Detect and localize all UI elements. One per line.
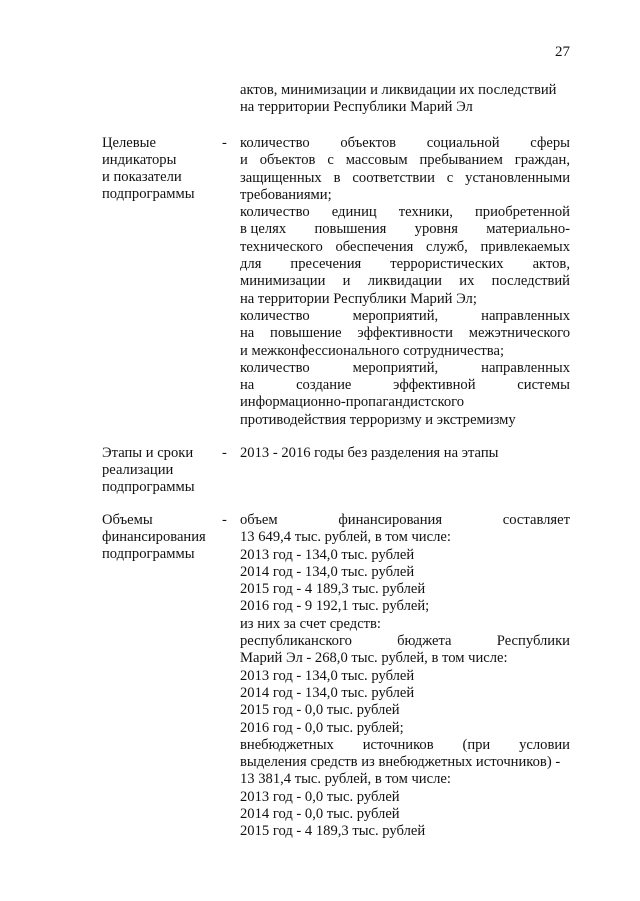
word: на <box>240 377 255 394</box>
text-line: противодействия терроризму и экстремизму <box>240 411 516 428</box>
text-line: 2014 год - 134,0 тыс. рублей <box>240 563 415 580</box>
word: технического <box>240 238 323 255</box>
word: финансирования <box>338 512 443 528</box>
justified-text-line <box>240 135 570 152</box>
justified-text-line <box>240 377 570 394</box>
word: материально- <box>486 221 570 238</box>
justified-text-line <box>240 325 570 342</box>
word: пребыванием <box>419 152 503 169</box>
word: (при <box>462 736 491 753</box>
word: пресечения <box>290 256 362 273</box>
word: количество <box>240 204 310 221</box>
text-line: Марий Эл - 268,0 тыс. рублей, в том числе: <box>240 650 508 667</box>
word: эффективности <box>357 325 453 342</box>
word: создание <box>296 377 352 394</box>
justified-text-line <box>240 512 570 529</box>
text-line: из них за счет средств: <box>240 615 381 632</box>
word: с <box>327 152 334 169</box>
word: минимизации <box>240 273 326 290</box>
text-line: 13 649,4 тыс. рублей, в том числе: <box>240 529 451 546</box>
text-line: и межконфессионального сотрудничества; <box>240 342 505 359</box>
word: повышение <box>270 325 342 342</box>
word: ликвидации <box>367 273 442 290</box>
label-line: индикаторы <box>102 152 177 168</box>
word: обеспечения <box>335 238 414 255</box>
label-line: финансирования <box>102 529 206 545</box>
word: бюджета <box>397 633 452 650</box>
label-line: Целевые <box>102 135 156 151</box>
word: повышения <box>314 221 387 238</box>
text-line: информационно-пропагандистского <box>240 394 465 411</box>
word: привлекаемых <box>480 238 570 255</box>
section-dash: - <box>222 445 227 461</box>
label-line: и показатели <box>102 169 182 185</box>
word: с <box>446 169 454 186</box>
word: уровня <box>414 221 458 238</box>
section-label <box>102 135 227 203</box>
text-line: 2015 год - 4 189,3 тыс. рублей <box>240 581 426 598</box>
justified-text-line <box>240 737 570 754</box>
label-line: подпрограммы <box>102 479 195 495</box>
word: граждан, <box>514 152 570 169</box>
text-line: 2015 год - 0,0 тыс. рублей <box>240 702 400 719</box>
word: объектов <box>259 152 316 169</box>
text-line: 2016 год - 0,0 тыс. рублей; <box>240 719 404 736</box>
section-content <box>240 512 570 841</box>
justified-text-line <box>240 221 570 238</box>
word: техники, <box>398 204 453 221</box>
label-line: подпрограммы <box>102 186 195 202</box>
section-content <box>240 445 570 462</box>
word: объектов <box>340 135 397 151</box>
word: мероприятий, <box>352 307 439 324</box>
text-line: 2013 - 2016 годы без разделения на этапы <box>240 445 499 461</box>
text-line: 2016 год - 9 192,1 тыс. рублей; <box>240 598 430 615</box>
text-line: выделения средств из внебюджетных источников) - <box>240 754 561 771</box>
justified-text-line <box>240 633 570 650</box>
word: направленных <box>481 307 570 324</box>
justified-text-line <box>240 152 570 169</box>
word: в <box>333 169 341 186</box>
word: мероприятий, <box>352 359 439 376</box>
label-line: подпрограммы <box>102 546 195 562</box>
word: межэтнического <box>468 325 570 342</box>
word: количество <box>240 135 310 151</box>
word: последствий <box>491 273 570 290</box>
label-line: Этапы и сроки <box>102 445 194 461</box>
label-line: реализации <box>102 462 174 478</box>
word: системы <box>517 377 570 394</box>
word: количество <box>240 359 310 376</box>
section-content <box>240 135 570 429</box>
text-line: 13 381,4 тыс. рублей, в том числе: <box>240 771 451 788</box>
word: служб, <box>425 238 468 255</box>
word: массовым <box>345 152 408 169</box>
text-line: 2013 год - 0,0 тыс. рублей <box>240 788 400 805</box>
text-line: требованиями; <box>240 186 332 203</box>
justified-text-line <box>240 360 570 377</box>
page-number: 27 <box>555 44 570 60</box>
justified-text-line <box>240 239 570 256</box>
text-line: 2014 год - 0,0 тыс. рублей <box>240 806 400 823</box>
word: соответствии <box>352 169 435 186</box>
word: защищенных <box>240 169 322 186</box>
word: сферы <box>530 135 570 151</box>
justified-text-line <box>240 204 570 221</box>
word: единиц <box>331 204 377 221</box>
text-line: 2013 год - 134,0 тыс. рублей <box>240 546 415 563</box>
word: для <box>240 256 262 273</box>
word: установленными <box>465 169 570 186</box>
text-line: актов, минимизации и ликвидации их последствий <box>240 82 557 98</box>
word: на <box>240 325 255 342</box>
word: и <box>240 152 248 169</box>
label-line: Объемы <box>102 512 153 528</box>
text-line: на территории Республики Марий Эл; <box>240 290 477 307</box>
word: и <box>342 273 351 290</box>
continuation-text <box>240 82 570 117</box>
word: направленных <box>481 359 570 376</box>
word: составляет <box>502 512 570 528</box>
section-dash: - <box>222 135 227 151</box>
text-line: 2013 год - 134,0 тыс. рублей <box>240 667 415 684</box>
word: эффективной <box>393 377 476 394</box>
section-label <box>102 512 227 563</box>
word: условии <box>519 736 570 753</box>
section-label <box>102 445 227 496</box>
text-line: 2015 год - 4 189,3 тыс. рублей <box>240 823 426 840</box>
word: объем <box>240 512 278 528</box>
text-line: на территории Республики Марий Эл <box>240 99 473 116</box>
word: количество <box>240 307 310 324</box>
word: их <box>459 273 475 290</box>
justified-text-line <box>240 256 570 273</box>
word: Республики <box>496 633 570 650</box>
section-dash: - <box>222 512 227 528</box>
word: приобретенной <box>475 204 570 221</box>
word: республиканского <box>240 633 352 650</box>
word: социальной <box>426 135 500 151</box>
word: актов, <box>532 256 570 273</box>
justified-text-line <box>240 308 570 325</box>
text-line: 2014 год - 134,0 тыс. рублей <box>240 684 415 701</box>
justified-text-line <box>240 170 570 187</box>
word: внебюджетных <box>240 736 334 753</box>
justified-text-line <box>240 273 570 290</box>
word: источников <box>362 736 434 753</box>
word: террористических <box>390 256 504 273</box>
word: в целях <box>240 221 287 238</box>
